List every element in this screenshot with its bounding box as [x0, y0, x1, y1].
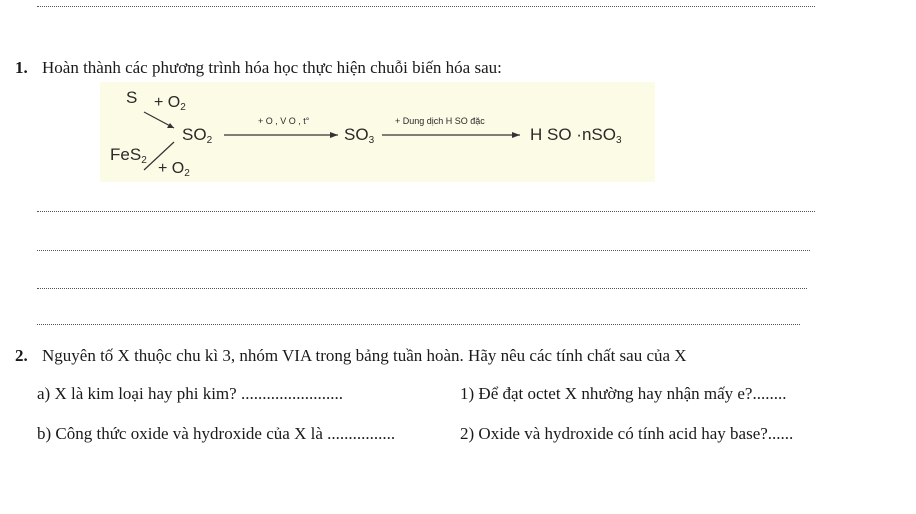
reaction-scheme	[100, 82, 655, 182]
answer-line-4	[37, 324, 800, 325]
question-1-number: 1.	[15, 58, 28, 77]
reactant-s: S	[126, 88, 138, 107]
arrow-1-condition: + O , V O , t°	[258, 116, 310, 126]
question-2b: b) Công thức oxide và hydroxide của X là ................	[37, 424, 396, 443]
answer-line-2	[37, 250, 810, 251]
question-2-text: Nguyên tố X thuộc chu kì 3, nhóm VIA trong bảng tuần hoàn. Hãy nêu các tính chất sau của X	[42, 346, 687, 365]
question-1-text: Hoàn thành các phương trình hóa học thực hiện chuỗi biến hóa sau:	[42, 58, 502, 77]
arrow-2-condition: + Dung dịch H SO đặc	[395, 116, 485, 126]
answer-line-1	[37, 211, 815, 212]
question-2-1: 1) Để đạt octet X nhường hay nhận mấy e?........	[460, 384, 787, 403]
product-oleum: H SO ·nSO$_3$	[530, 125, 622, 146]
question-2-2: 2) Oxide và hydroxide có tính acid hay base?......	[460, 424, 794, 443]
reactant-fes2: FeS$_2$	[110, 145, 147, 166]
answer-line-3	[37, 288, 807, 289]
reagent-o2-top: + $O_2$	[154, 94, 186, 113]
question-1	[15, 58, 502, 78]
top-answer-line	[37, 6, 815, 7]
question-2-number: 2.	[15, 346, 28, 365]
blank-2b[interactable]: ................	[327, 424, 396, 443]
product-so3: $SO_3$	[344, 125, 375, 146]
question-2	[15, 346, 687, 366]
question-2a: a) X là kim loại hay phi kim? ........................	[37, 384, 343, 403]
blank-2a[interactable]: ........................	[240, 384, 343, 403]
product-so2: $SO_2$	[182, 125, 213, 146]
reagent-o2-bottom: + $O_2$	[158, 160, 190, 179]
